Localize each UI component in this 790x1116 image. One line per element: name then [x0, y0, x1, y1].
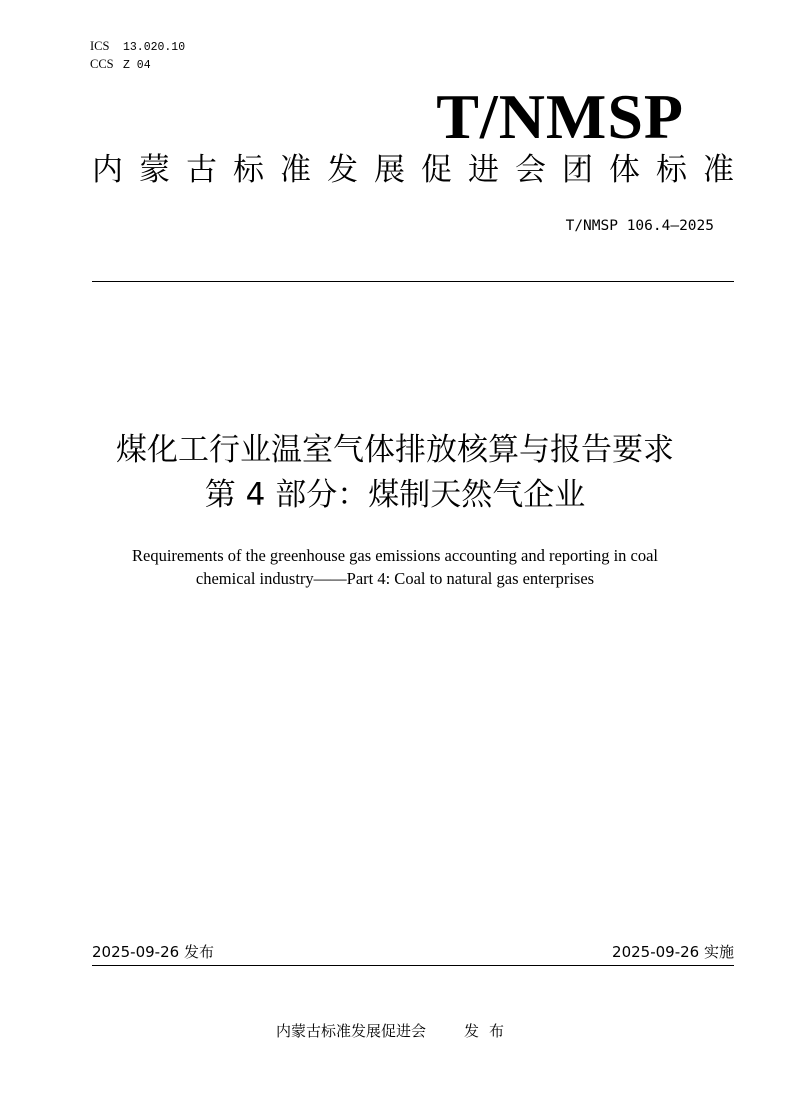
standard-number: T/NMSP 106.4—2025: [565, 218, 714, 234]
org-char: 体: [609, 152, 640, 188]
org-char: 蒙: [139, 152, 170, 188]
standard-logo: T/NMSP: [436, 81, 684, 152]
org-char: 促: [421, 152, 452, 188]
implementation-date: 2025-09-26 实施: [612, 943, 734, 961]
ccs-line: [90, 57, 151, 73]
title-cn-line1: 煤化工行业温室气体排放核算与报告要求: [116, 432, 674, 468]
issue-date: 2025-09-26 发布: [92, 943, 214, 961]
org-char: 展: [374, 152, 405, 188]
org-char: 发: [327, 152, 358, 188]
org-char: 标: [656, 152, 687, 188]
org-char: 准: [280, 152, 311, 188]
organization-heading: [92, 150, 734, 190]
ics-code: 13.020.10: [123, 41, 186, 54]
header-divider: [92, 281, 734, 282]
org-char: 准: [703, 152, 734, 188]
title-cn-line2: 第 4 部分：煤制天然气企业: [204, 477, 586, 513]
publisher-line: [0, 1021, 790, 1041]
publisher-verb: 发布: [464, 1022, 515, 1040]
org-char: 内: [92, 152, 123, 188]
ics-line: [90, 39, 185, 55]
ics-label: ICS: [90, 39, 110, 53]
org-char: 进: [468, 152, 499, 188]
org-char: 会: [515, 152, 546, 188]
ccs-label: CCS: [90, 57, 114, 71]
org-char: 古: [186, 152, 217, 188]
title-en-line1: Requirements of the greenhouse gas emissions accounting and reporting in coal: [131, 546, 659, 565]
org-char: 标: [233, 152, 264, 188]
org-char: 团: [562, 152, 593, 188]
title-en-line2: chemical industry——Part 4: Coal to natural gas enterprises: [195, 569, 595, 588]
ccs-code: Z 04: [123, 59, 151, 72]
publisher-name: 内蒙古标准发展促进会: [275, 1022, 426, 1040]
date-divider: [92, 965, 734, 966]
